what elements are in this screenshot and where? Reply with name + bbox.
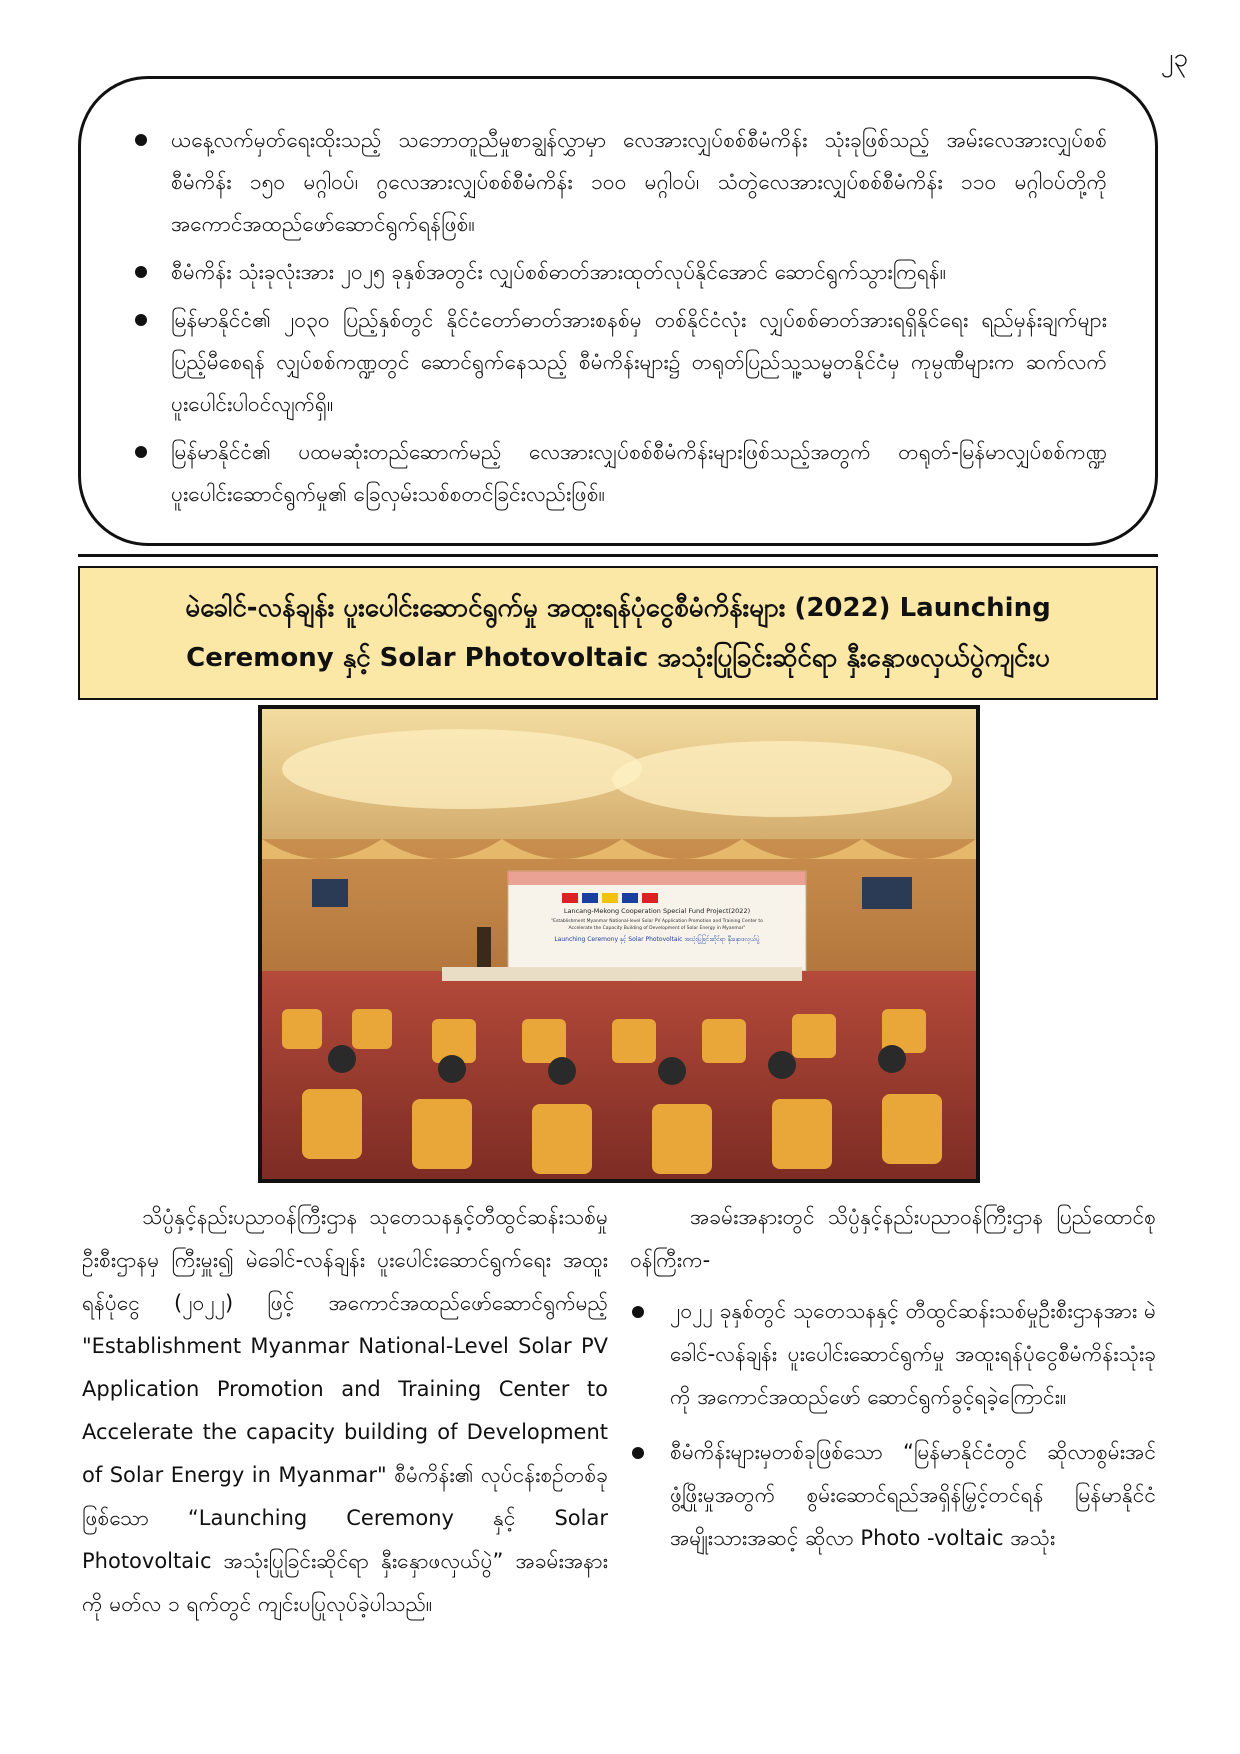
bullet-icon [632,1447,644,1459]
section-divider [78,554,1158,557]
statement-text: စီမံကိန်းများမှတစ်ခုဖြစ်သော “မြန်မာနိုင်ငံတွင် ဆိုလာစွမ်းအင်ဖွံ့ဖြိုးမှုအတွက် စွမ်းဆောင်ရည်အရှိန်မြှင့်တင်ရန် မြန်မာနိုင်ငံအမျိုးသားအဆင့် ဆိုလာ Photo -voltaic အသုံး [670,1440,1156,1550]
carpet [262,971,976,1179]
statement-item [630,1290,1156,1419]
chandelier [612,741,952,817]
highlight-text: စီမံကိန်း သုံးခုလုံးအား ၂၀၂၅ ခုနှစ်အတွင်း လျှပ်စစ်ဓာတ်အားထုတ်လုပ်နိုင်အောင် ဆောင်ရွက်သွားကြရန်။ [171,260,947,284]
article-title-box [78,566,1158,700]
bullet-icon [135,446,147,458]
bullet-icon [135,266,147,278]
highlight-item [129,119,1107,245]
banner-text: Accelerate the Capacity Building of Development of Solar Energy in Myanmar" [568,926,746,931]
highlight-text: မြန်မာနိုင်ငံ၏ ၂၀၃၀ ပြည့်နှစ်တွင် နိုင်ငံတော်ဓာတ်အားစနစ်မှ တစ်နိုင်ငံလုံး လျှပ်စစ်ဓာတ်အားရရှိနိုင်ရေး ရည်မှန်းချက်များ ပြည့်မီစေရန် လျှပ်စစ်ကဏ္ဍတွင် ဆောင်ရွက်နေသည့် စီမံကိန်းများ၌ တရုတ်ပြည်သူ့သမ္မတနိုင်ငံမှ ကုမ္ပဏီများက ဆက်လက်ပူးပေါင်းပါဝင်လျက်ရှိ။ [171,308,1107,416]
article-paragraph: အခမ်းအနားတွင် သိပ္ပံနှင့်နည်းပညာဝန်ကြီးဌာန ပြည်ထောင်စုဝန်ကြီးက- [630,1205,1156,1272]
article-title: မဲခေါင်-လန်ချန်း ပူးပေါင်းဆောင်ရွက်မှု အထူးရန်ပုံငွေစီမံကိန်းများ (2022) Launching Ceremony နှင့် Solar Photovoltaic အသုံးပြုခြင်းဆိုင်ရာ နှီးနှောဖလှယ်ပွဲကျင်းပ [185,593,1051,673]
flag-icon [642,893,658,903]
bullet-icon [135,314,147,326]
ceremony-photo [258,705,980,1183]
podium [477,927,491,967]
highlights-box [78,76,1158,546]
banner-text: "Establishment Myanmar National-level Solar PV Application Promotion and Training Center to [551,919,763,924]
highlight-item [129,431,1107,515]
statement-item [630,1431,1156,1560]
statement-list [630,1290,1156,1560]
statement-text: ၂၀၂၂ ခုနှစ်တွင် သုတေသနနှင့် တီထွင်ဆန်းသစ်မှုဦးစီးဌာနအား မဲခေါင်-လန်ချန်း ပူးပေါင်းဆောင်ရွက်မှု အထူးရန်ပုံငွေစီမံကိန်းသုံးခုကို အကောင်အထည်ဖော် ဆောင်ရွက်ခွင့်ရခဲ့ကြောင်း။ [670,1299,1156,1409]
flag-icon [562,893,578,903]
bullet-icon [632,1306,644,1318]
flag-icon [582,893,598,903]
screen [312,879,348,907]
screen [862,877,912,909]
chandelier [282,729,642,809]
right-column [630,1196,1156,1572]
article-paragraph: သိပ္ပံနှင့်နည်းပညာဝန်ကြီးဌာန သုတေသနနှင့်တီထွင်ဆန်းသစ်မှုဦးစီးဌာနမှ ကြီးမှူး၍ မဲခေါင်-လန်ချန်း ပူးပေါင်းဆောင်ရွက်ရေး အထူးရန်ပုံငွေ (၂၀၂၂) ဖြင့် အကောင်အထည်ဖော်ဆောင်ရွက်မည့် "Establishment Myanmar National-Level Solar PV Application Promotion and Training Center to Accelerate the capacity building of Development of Solar Energy in Myanmar" စီမံကိန်း၏ လုပ်ငန်းစဉ်တစ်ခုဖြစ်သော “Launching Ceremony နှင့် Solar Photovoltaic အသုံးပြုခြင်းဆိုင်ရာ နှီးနှောဖလှယ်ပွဲ” အခမ်းအနားကို မတ်လ ၁ ရက်တွင် ကျင်းပပြုလုပ်ခဲ့ပါသည်။ [82,1205,608,1616]
banner-flowers [508,871,806,885]
highlight-text: ယနေ့လက်မှတ်ရေးထိုးသည့် သဘောတူညီမှုစာချွန်လွှာမှာ လေအားလျှပ်စစ်စီမံကိန်း သုံးခုဖြစ်သည့် အမ်းလေအားလျှပ်စစ်စီမံကိန်း ၁၅၀ မဂ္ဂါဝပ်၊ ဂွလေအားလျှပ်စစ်စီမံကိန်း ၁၀၀ မဂ္ဂါဝပ်၊ သံတွဲလေအားလျှပ်စစ်စီမံကိန်း ၁၁၀ မဂ္ဂါဝပ်တို့ကို အကောင်အထည်ဖော်ဆောင်ရွက်ရန်ဖြစ်။ [171,128,1107,236]
highlight-text: မြန်မာနိုင်ငံ၏ ပထမဆုံးတည်ဆောက်မည့် လေအားလျှပ်စစ်စီမံကိန်းများဖြစ်သည့်အတွက် တရုတ်-မြန်မာလျှပ်စစ်ကဏ္ဍ ပူးပေါင်းဆောင်ရွက်မှု၏ ခြေလှမ်းသစ်စတင်ခြင်းလည်းဖြစ်။ [171,440,1107,506]
banner-text: Launching Ceremony နှင့် Solar Photovoltaic အသုံးပြုခြင်းဆိုင်ရာ နှီးနှောဖလှယ်ပွဲ [554,936,760,943]
banner-text: Lancang-Mekong Cooperation Special Fund Project(2022) [563,907,751,915]
bullet-icon [135,134,147,146]
page-number: ၂၃ [1160,43,1188,73]
highlight-item [129,299,1107,425]
flag-icon [622,893,638,903]
highlights-list [129,119,1107,515]
flag-icon [602,893,618,903]
highlight-item [129,251,1107,293]
left-column [82,1196,608,1626]
stage-flowers [442,967,802,981]
